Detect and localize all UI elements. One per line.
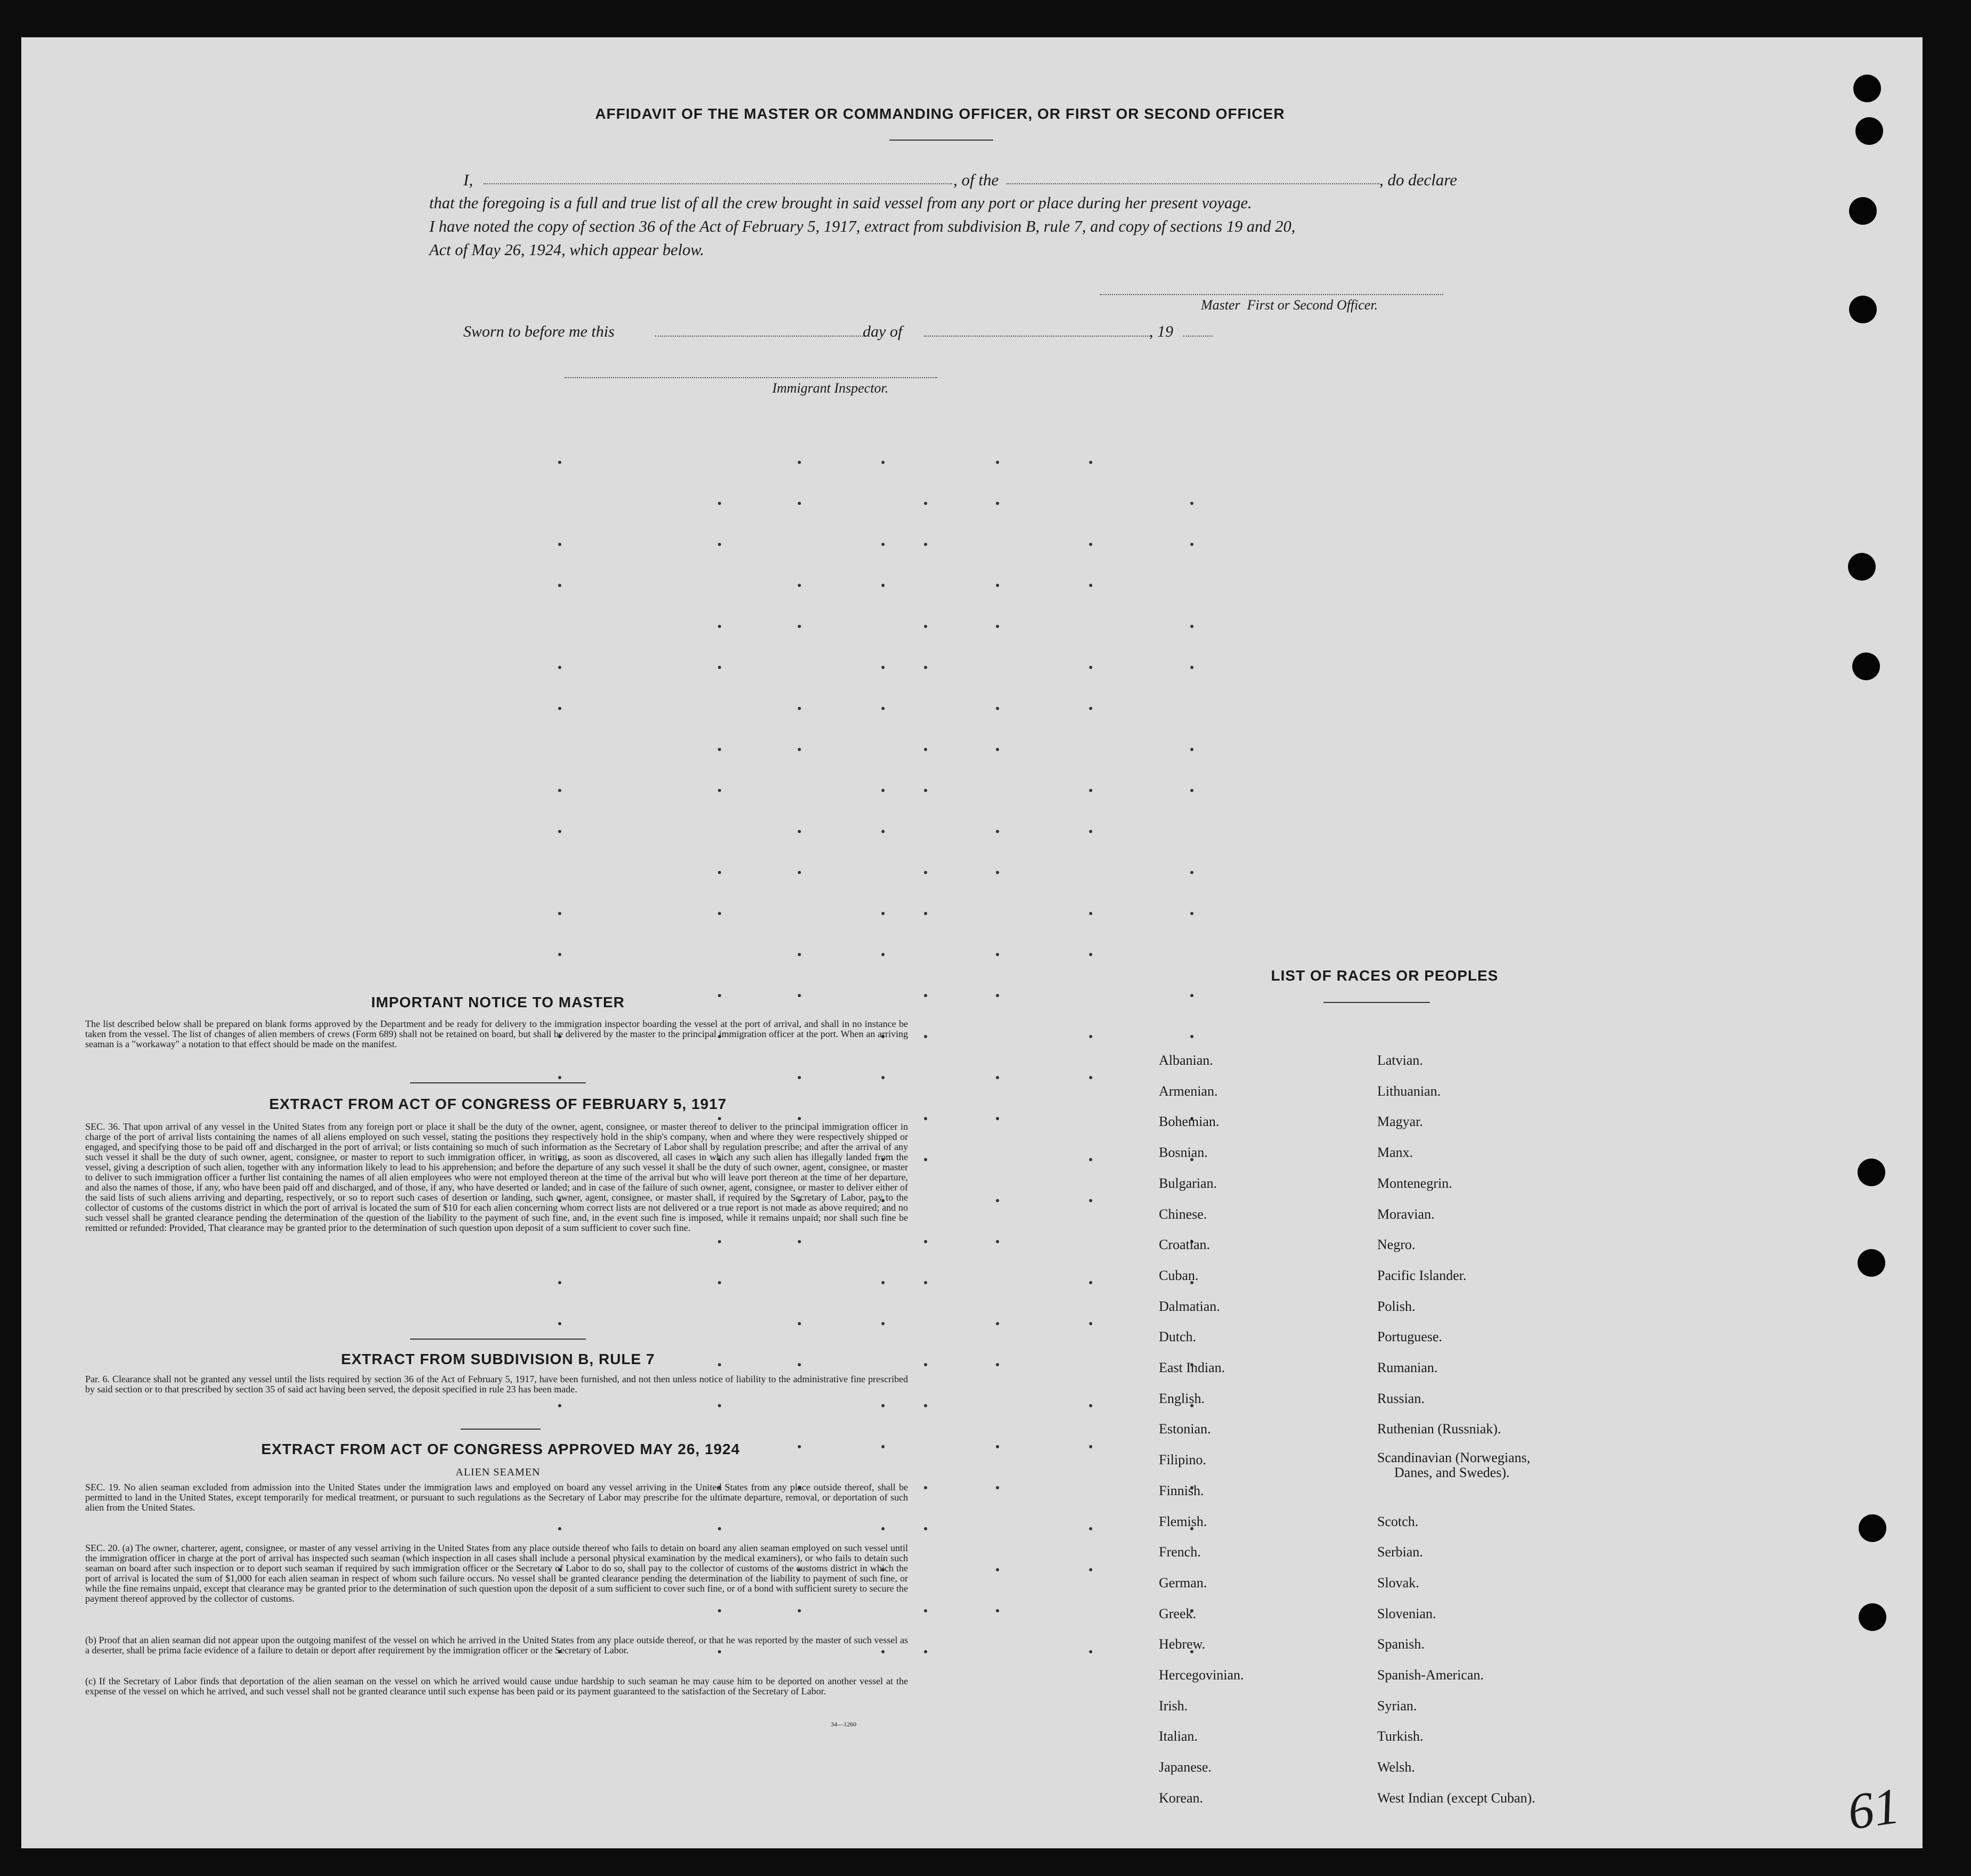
extract-1924-sec20b: (b) Proof that an alien seaman did not appear upon the outgoing manifest of the vessel on which he arrived in the United States from any place outside thereof, or that he was reported by the master of such vessel as a deserter, shall be prima facie evidence of a failure to detain or deport after requirement by the immigration officer or the Secretary of Labor. <box>85 1635 908 1655</box>
table-dot <box>1089 953 1092 956</box>
table-dot <box>718 543 721 546</box>
race-item: Scotch. <box>1377 1513 1419 1529</box>
name-blank <box>484 183 952 184</box>
table-dot <box>924 789 927 792</box>
table-dot <box>924 1609 927 1612</box>
alien-seamen-subtitle: ALIEN SEAMEN <box>455 1466 541 1478</box>
race-item: Armenian. <box>1159 1083 1218 1099</box>
table-dot <box>924 625 927 628</box>
extract-1917-text: SEC. 36. That upon arrival of any vessel in the United States from any foreign port or place it shall be the duty of the owner, agent, consignee, or master thereof to deliver to the principal immigration officer in charge of the port of arrival lists containing the names of all aliens employed on such vessel, stating the positions they respectively hold in the ship's company, when and where they were respectively shipped or engaged, and specifying those to be paid off and discharged in the port of arrival; or lists containing so much of such information as the Secretary of Labor shall by regulation prescribe; and after the arrival of any such vessel it shall be the duty of such owner, agent, consignee, or master to report to such immigration officer, in writing, as soon as discovered, all cases in which any such alien has illegally landed from the vessel, giving a description of such alien, together with any information likely to lead to his apprehension; and before the departure of any such vessel it shall be the duty of such owner, agent, consignee, or master to deliver to such immigration officer a further list containing the names of all alien employees who were not employed thereon at the time of the arrival but who will leave port thereon at the time of her departure, and also the names of those, if any, who have been paid off and discharged, and of those, if any, who have deserted or landed; and in case of the failure of such owner, agent, consignee, or master to deliver either of the said lists of such aliens arriving and departing, respectively, or so to report such cases of desertion or landing, such owner, agent, consignee, or master shall, if required by the Secretary of Labor, pay to the collector of customs of the customs district in which the port of arrival is located the sum of $10 for each alien concerning whom correct lists are not delivered or a true report is not made as above required; and no such vessel shall be granted clearance pending the determination of the question of the liability to the payment of such fine, and, in the event such fine is imposed, while it remains unpaid; nor shall such fine be remitted or refunded: Provided, That clearance may be granted prior to the determination of such question upon deposit of a sum sufficient to cover such fine. <box>85 1121 908 1233</box>
table-dot <box>924 1117 927 1120</box>
race-item: Italian. <box>1159 1728 1198 1744</box>
extract-1917-rule <box>410 1339 586 1340</box>
race-item: Latvian. <box>1377 1053 1423 1068</box>
table-dot <box>1089 1404 1092 1407</box>
year-prefix: , 19 <box>1149 323 1173 340</box>
table-dot <box>996 1486 999 1489</box>
race-item: Negro. <box>1377 1237 1416 1253</box>
table-dot <box>881 1527 885 1530</box>
race-item: Japanese. <box>1159 1759 1212 1775</box>
table-dot <box>924 1158 927 1161</box>
table-dot <box>924 1035 927 1038</box>
table-dot <box>1089 830 1092 833</box>
table-dot <box>996 461 999 464</box>
table-dot <box>996 584 999 587</box>
table-dot <box>718 789 721 792</box>
table-dot <box>1089 666 1092 669</box>
table-dot <box>558 830 561 833</box>
race-item: Chinese. <box>1159 1206 1207 1222</box>
table-dot <box>718 748 721 751</box>
table-dot <box>881 1404 885 1407</box>
table-dot <box>558 1404 561 1407</box>
table-dot <box>558 1076 561 1079</box>
table-dot <box>558 584 561 587</box>
form-number: 34—1260 <box>831 1720 856 1728</box>
table-dot <box>1089 1281 1092 1284</box>
table-dot <box>996 625 999 628</box>
table-dot <box>558 1281 561 1284</box>
race-item: Syrian. <box>1377 1698 1417 1714</box>
race-item: Danes, and Swedes). <box>1394 1465 1510 1481</box>
table-dot <box>558 789 561 792</box>
race-item: Russian. <box>1377 1390 1425 1406</box>
table-dot <box>798 707 801 710</box>
signature-line <box>1100 294 1443 295</box>
table-dot <box>718 912 721 915</box>
table-dot <box>996 1568 999 1571</box>
table-dot <box>1089 912 1092 915</box>
affidavit-title: AFFIDAVIT OF THE MASTER OR COMMANDING OFFICER, OR FIRST OR SECOND OFFICER <box>595 105 1285 122</box>
extract-1924-title: EXTRACT FROM ACT OF CONGRESS APPROVED MAY 26, 1924 <box>261 1441 740 1457</box>
table-dot <box>798 1117 801 1120</box>
table-dot <box>924 871 927 874</box>
table-dot <box>924 748 927 751</box>
table-dot <box>881 1322 885 1325</box>
table-dot <box>798 1076 801 1079</box>
race-item: Manx. <box>1377 1145 1413 1161</box>
table-dot <box>881 584 885 587</box>
table-dot <box>1089 584 1092 587</box>
rule7-title: EXTRACT FROM SUBDIVISION B, RULE 7 <box>341 1351 655 1367</box>
table-dot <box>924 1281 927 1284</box>
table-dot <box>924 1486 927 1489</box>
table-dot <box>1190 1035 1193 1038</box>
table-dot <box>798 1609 801 1612</box>
table-dot <box>1089 707 1092 710</box>
races-title: LIST OF RACES OR PEOPLES <box>1271 967 1499 984</box>
race-item: English. <box>1159 1390 1205 1406</box>
race-item: Moravian. <box>1377 1206 1435 1222</box>
race-item: Bosnian. <box>1159 1145 1208 1161</box>
inspector-label: Immigrant Inspector. <box>772 380 889 396</box>
table-dot <box>1190 789 1193 792</box>
table-dot <box>881 1076 885 1079</box>
race-item: Montenegrin. <box>1377 1175 1452 1191</box>
affidavit-line-2: that the foregoing is a full and true list of all the crew brought in said vessel from any port or place during her present voyage. <box>429 194 1252 212</box>
race-item: Pacific Islander. <box>1377 1267 1467 1283</box>
table-dot <box>798 584 801 587</box>
race-item: Korean. <box>1159 1790 1204 1806</box>
table-dot <box>1089 1568 1092 1571</box>
race-item: Magyar. <box>1377 1114 1423 1130</box>
vessel-blank <box>1007 183 1379 184</box>
table-dot <box>996 1609 999 1612</box>
table-dot <box>1089 543 1092 546</box>
table-dot <box>1190 912 1193 915</box>
table-dot <box>718 1363 721 1366</box>
table-dot <box>1190 543 1193 546</box>
race-item: Ruthenian (Russniak). <box>1377 1421 1501 1437</box>
race-item: West Indian (except Cuban). <box>1377 1790 1535 1806</box>
year-blank <box>1183 336 1213 337</box>
race-item: Polish. <box>1377 1298 1416 1314</box>
race-item: Hebrew. <box>1159 1636 1206 1652</box>
table-dot <box>996 1240 999 1243</box>
race-item: Albanian. <box>1159 1053 1213 1068</box>
race-item: Hercegovinian. <box>1159 1667 1244 1683</box>
inspector-line <box>565 377 937 378</box>
table-dot <box>718 625 721 628</box>
table-dot <box>718 502 721 505</box>
table-dot <box>924 666 927 669</box>
table-dot <box>718 994 721 997</box>
table-dot <box>1190 748 1193 751</box>
table-dot <box>718 1240 721 1243</box>
affidavit-declare: , do declare <box>1379 170 1458 189</box>
race-item: Dalmatian. <box>1159 1298 1220 1314</box>
table-dot <box>881 830 885 833</box>
table-dot <box>558 666 561 669</box>
table-dot <box>996 1322 999 1325</box>
table-dot <box>881 666 885 669</box>
table-dot <box>1089 1322 1092 1325</box>
sworn-day-blank <box>655 336 865 337</box>
table-dot <box>996 830 999 833</box>
race-item: Cuban. <box>1159 1267 1199 1283</box>
table-dot <box>558 953 561 956</box>
table-dot <box>996 1363 999 1366</box>
affidavit-i: I, <box>463 170 473 189</box>
table-dot <box>798 1363 801 1366</box>
race-item: Croatian. <box>1159 1237 1211 1253</box>
handwritten-mark: 61 <box>1844 1776 1903 1841</box>
race-item: Spanish-American. <box>1377 1667 1484 1683</box>
table-dot <box>1190 502 1193 505</box>
race-item: Finnish. <box>1159 1482 1204 1498</box>
table-dot <box>798 625 801 628</box>
notice-rule <box>410 1082 586 1083</box>
table-dot <box>1089 461 1092 464</box>
table-dot <box>924 1240 927 1243</box>
notice-title: IMPORTANT NOTICE TO MASTER <box>371 994 625 1010</box>
table-dot <box>798 1240 801 1243</box>
table-dot <box>924 543 927 546</box>
table-dot <box>558 461 561 464</box>
table-dot <box>996 1117 999 1120</box>
table-dot <box>558 912 561 915</box>
table-dot <box>924 1404 927 1407</box>
punch-hole <box>1852 652 1880 680</box>
table-dot <box>996 994 999 997</box>
form-sheet <box>21 37 1923 1848</box>
table-dot <box>798 994 801 997</box>
table-dot <box>798 953 801 956</box>
table-dot <box>881 1445 885 1448</box>
table-dot <box>798 871 801 874</box>
table-dot <box>1089 789 1092 792</box>
table-dot <box>1190 871 1193 874</box>
table-dot <box>996 953 999 956</box>
punch-hole <box>1859 1603 1886 1631</box>
race-item: Slovenian. <box>1377 1605 1436 1621</box>
table-dot <box>1190 666 1193 669</box>
race-item: French. <box>1159 1544 1201 1560</box>
table-dot <box>798 830 801 833</box>
title-rule <box>889 140 993 141</box>
table-dot <box>1089 1158 1092 1161</box>
punch-hole <box>1858 1159 1885 1186</box>
race-item: Bohemian. <box>1159 1114 1220 1130</box>
table-dot <box>718 1404 721 1407</box>
table-dot <box>996 502 999 505</box>
table-dot <box>718 1117 721 1120</box>
punch-hole <box>1858 1249 1885 1277</box>
table-dot <box>798 502 801 505</box>
races-rule <box>1323 1002 1430 1003</box>
table-dot <box>1190 994 1193 997</box>
signature-label: Master First or Second Officer. <box>1201 297 1378 313</box>
sworn-text: Sworn to before me this <box>463 323 615 340</box>
extract-1917-title: EXTRACT FROM ACT OF CONGRESS OF FEBRUARY 5, 1917 <box>269 1096 727 1112</box>
table-dot <box>924 994 927 997</box>
punch-hole <box>1849 197 1877 225</box>
table-dot <box>1089 1527 1092 1530</box>
table-dot <box>798 461 801 464</box>
table-dot <box>1089 1076 1092 1079</box>
race-item: Estonian. <box>1159 1421 1211 1437</box>
rule7-rule <box>461 1429 541 1430</box>
table-dot <box>1190 625 1193 628</box>
table-dot <box>798 1322 801 1325</box>
table-dot <box>1089 1445 1092 1448</box>
race-item: Slovak. <box>1377 1575 1419 1590</box>
extract-1924-sec20a: SEC. 20. (a) The owner, charterer, agent, consignee, or master of any vessel arriving in the United States from any place outside thereof who fails to detain on board any alien seaman employed on such vessel until the immigration officer in charge at the port of arrival has inspected such seaman (which inspection in all cases shall include a personal physical examination by the medical examiners), or who fails to detain such seaman on board after such inspection or to deport such seaman if required by such immigration officer or the Secretary of Labor to do so, shall pay to the collector of customs of the customs district in which the port of arrival is located the sum of $1,000 for each alien seaman in respect of whom such failure occurs. No vessel shall be granted clearance pending the determination of the liability to payment of such fine, or while the fine remains unpaid, except that clearance may be granted prior to the determination of such question upon the deposit of a sum sufficient to cover such fine, or of a bond with sufficient surety to secure the payment thereof approved by the collector of customs. <box>85 1543 908 1604</box>
race-item: Rumanian. <box>1377 1360 1438 1375</box>
table-dot <box>558 543 561 546</box>
table-dot <box>881 789 885 792</box>
table-dot <box>558 1322 561 1325</box>
notice-text: The list described below shall be prepared on blank forms approved by the Department and be ready for delivery to the immigration inspector boarding the vessel at the port of arrival, and shall in no instance be taken from the vessel. The list of changes of alien members of crews (Form 689) shall not be retained on board, but shall be delivered by the master to the principal immigration officer at the port. When an arriving seaman is a "workaway" a notation to that effect should be made on the manifest. <box>85 1018 908 1049</box>
table-dot <box>718 871 721 874</box>
race-item: Filipino. <box>1159 1452 1206 1468</box>
race-item: Spanish. <box>1377 1636 1425 1652</box>
punch-hole <box>1848 553 1876 581</box>
table-dot <box>924 912 927 915</box>
day-of-text: day of <box>863 323 903 340</box>
table-dot <box>881 543 885 546</box>
extract-1924-sec19: SEC. 19. No alien seaman excluded from admission into the United States under the immigration laws and employed on board any vessel arriving in the United States from any place outside thereof, shall be permitted to land in the United States, except temporarily for medical treatment, or pursuant to such regulations as the Secretary of Labor may prescribe for the ultimate departure, removal, or deportation of such alien from the United States. <box>85 1482 908 1513</box>
race-item: Greek. <box>1159 1605 1197 1621</box>
table-dot <box>1089 1650 1092 1653</box>
punch-hole <box>1859 1514 1886 1542</box>
table-dot <box>924 1363 927 1366</box>
punch-hole <box>1855 117 1883 145</box>
table-dot <box>881 912 885 915</box>
table-dot <box>881 953 885 956</box>
table-dot <box>996 871 999 874</box>
race-item: East Indian. <box>1159 1360 1225 1375</box>
affidavit-line-4: Act of May 26, 1924, which appear below. <box>429 241 705 259</box>
race-item: Irish. <box>1159 1698 1188 1714</box>
table-dot <box>1089 1035 1092 1038</box>
table-dot <box>996 707 999 710</box>
table-dot <box>996 1076 999 1079</box>
month-blank <box>924 336 1150 337</box>
race-item: Welsh. <box>1377 1759 1415 1775</box>
table-dot <box>881 461 885 464</box>
affidavit-line-3: I have noted the copy of section 36 of the Act of February 5, 1917, extract from subdivision B, rule 7, and copy of sections 19 and 20, <box>429 217 1296 235</box>
race-item: Portuguese. <box>1377 1329 1443 1345</box>
race-item: German. <box>1159 1575 1207 1590</box>
table-dot <box>718 1281 721 1284</box>
table-dot <box>718 1527 721 1530</box>
table-dot <box>1089 1199 1092 1202</box>
race-item: Turkish. <box>1377 1728 1424 1744</box>
punch-hole <box>1849 296 1877 323</box>
rule7-text: Par. 6. Clearance shall not be granted any vessel until the lists required by section 36 of the Act of February 5, 1917, have been furnished, and not then unless notice of liability to the administrative fine prescribed by said section or to that prescribed by section 35 of said act having been served, the deposit specified in rule 23 has been made. <box>85 1374 908 1394</box>
race-item: Bulgarian. <box>1159 1175 1217 1191</box>
extract-1924-sec20c: (c) If the Secretary of Labor finds that deportation of the alien seaman on the vessel on which he arrived would cause undue hardship to such seaman he may cause him to be deported on another vessel at the expense of the vessel on which he arrived, and such vessel shall not be granted clearance until such expense has been paid or its payment guaranteed to the satisfaction of the Secretary of Labor. <box>85 1676 908 1696</box>
table-dot <box>558 707 561 710</box>
race-item: Dutch. <box>1159 1329 1197 1345</box>
table-dot <box>881 707 885 710</box>
table-dot <box>558 1527 561 1530</box>
table-dot <box>718 666 721 669</box>
table-dot <box>924 502 927 505</box>
race-item: Scandinavian (Norwegians, <box>1377 1450 1531 1466</box>
affidavit-of-the: , of the <box>953 170 999 189</box>
table-dot <box>718 1609 721 1612</box>
table-dot <box>996 748 999 751</box>
table-dot <box>996 1199 999 1202</box>
race-item: Serbian. <box>1377 1544 1423 1560</box>
table-dot <box>881 1281 885 1284</box>
table-dot <box>798 748 801 751</box>
punch-hole <box>1853 75 1881 102</box>
table-dot <box>924 1650 927 1653</box>
race-item: Lithuanian. <box>1377 1083 1441 1099</box>
table-dot <box>996 1445 999 1448</box>
table-dot <box>924 1527 927 1530</box>
race-item: Flemish. <box>1159 1513 1207 1529</box>
